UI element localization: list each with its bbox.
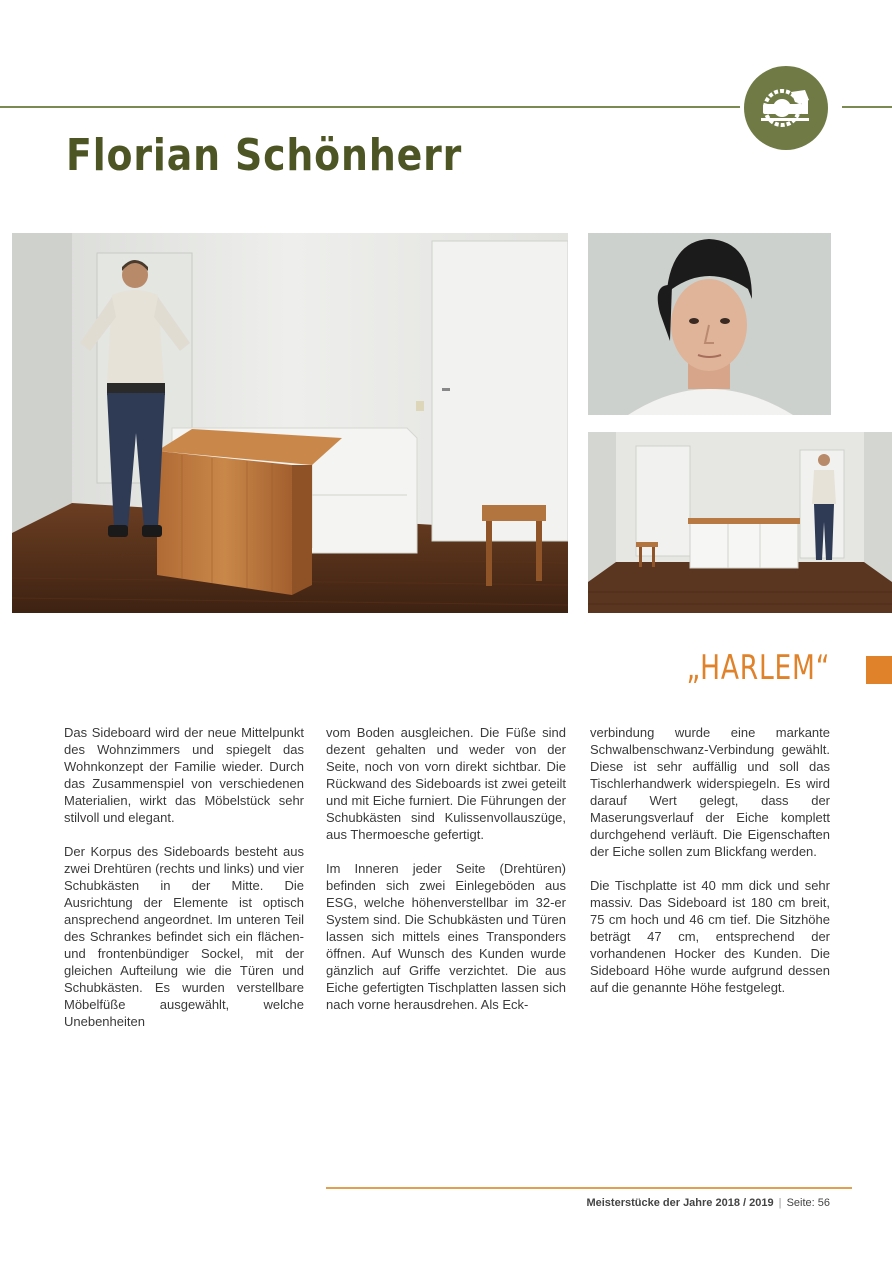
publication-name: Meisterstücke der Jahre 2018 / 2019 bbox=[586, 1197, 774, 1209]
paragraph: vom Boden ausgleichen. Die Füße sind dezent gehalten und weder von der Seite, noch von vorn direkt sichtbar. Die Rückwand des Sideboards ist zwei geteilt und mit Eiche furniert. Die Führungen der Schubkästen sind Kulissenvollauszüge, aus Thermoesche gefertigt. bbox=[326, 725, 566, 842]
header-rule-left bbox=[0, 106, 740, 108]
accent-block bbox=[866, 656, 892, 684]
text-column-3 bbox=[590, 724, 830, 1013]
room-overview-photo bbox=[588, 432, 892, 613]
text-column-2 bbox=[326, 724, 566, 1030]
portrait-photo bbox=[588, 233, 831, 415]
header-rule-right bbox=[842, 106, 892, 108]
paragraph: verbindung wurde eine markante Schwalbenschwanz-Verbindung gewählt. Diese ist sehr auffällig und soll das Tischlerhandwerk widerspiegeln. Es wird darauf Wert gelegt, dass der Maserungsverlauf der Eiche komplett durchgehend verläuft. Die Eigenschaften der Eiche sollen zum Blickfang werden. bbox=[590, 725, 830, 859]
footer-rule bbox=[326, 1187, 852, 1189]
text-column-1 bbox=[64, 724, 304, 1047]
footer bbox=[586, 1197, 830, 1209]
main-photo bbox=[12, 233, 568, 613]
paragraph: Das Sideboard wird der neue Mittelpunkt des Wohnzimmers und spiegelt das Wohnkonzept der Familie wieder. Durch das Zusammenspiel von verschiedenen Materialien, wirkt das Möbelstück sehr stilvoll und elegant. bbox=[64, 725, 304, 825]
circular-saw-icon bbox=[757, 82, 815, 134]
paragraph: Im Inneren jeder Seite (Drehtüren) befinden sich zwei Einlegeböden aus ESG, welche höhenverstellbar im 32-er System sind. Die Schubkästen und Türen lassen sich mittels eines Transponders öffnen. Auf Wunsch des Kunden wurde gänzlich auf Griffe verzichtet. Die aus Eiche gefertigten Tischplatten lassen sich nach vorne herausdrehen. Als Eck- bbox=[326, 861, 566, 1012]
page-title: Florian Schönherr bbox=[66, 130, 463, 181]
paragraph: Die Tischplatte ist 40 mm dick und sehr massiv. Das Sideboard ist 180 cm breit, 75 cm hoch und 46 cm tief. Die Sitzhöhe beträgt 47 cm, entsprechend der vorhandenen Hocker des Kunden. Die Sideboard Höhe wurde aufgrund dessen auf die genannte Höhe festgelegt. bbox=[590, 878, 830, 995]
footer-separator: | bbox=[778, 1197, 782, 1209]
page-number: Seite: 56 bbox=[786, 1197, 830, 1209]
project-title: „HARLEM“ bbox=[686, 648, 830, 688]
circular-saw-badge bbox=[744, 66, 828, 150]
paragraph: Der Korpus des Sideboards besteht aus zwei Drehtüren (rechts und links) und vier Schubkästen in der Mitte. Die Ausrichtung der Elemente ist optisch ansprechend angeordnet. Im unteren Teil des Schrankes befindet sich ein flächen- und frontenbündiger Sockel, mit der gleichen Aufteilung wie die Türen und Schubkästen. Es wurden verstellbare Möbelfüße ausgewählt, welche Unebenheiten bbox=[64, 844, 304, 1029]
